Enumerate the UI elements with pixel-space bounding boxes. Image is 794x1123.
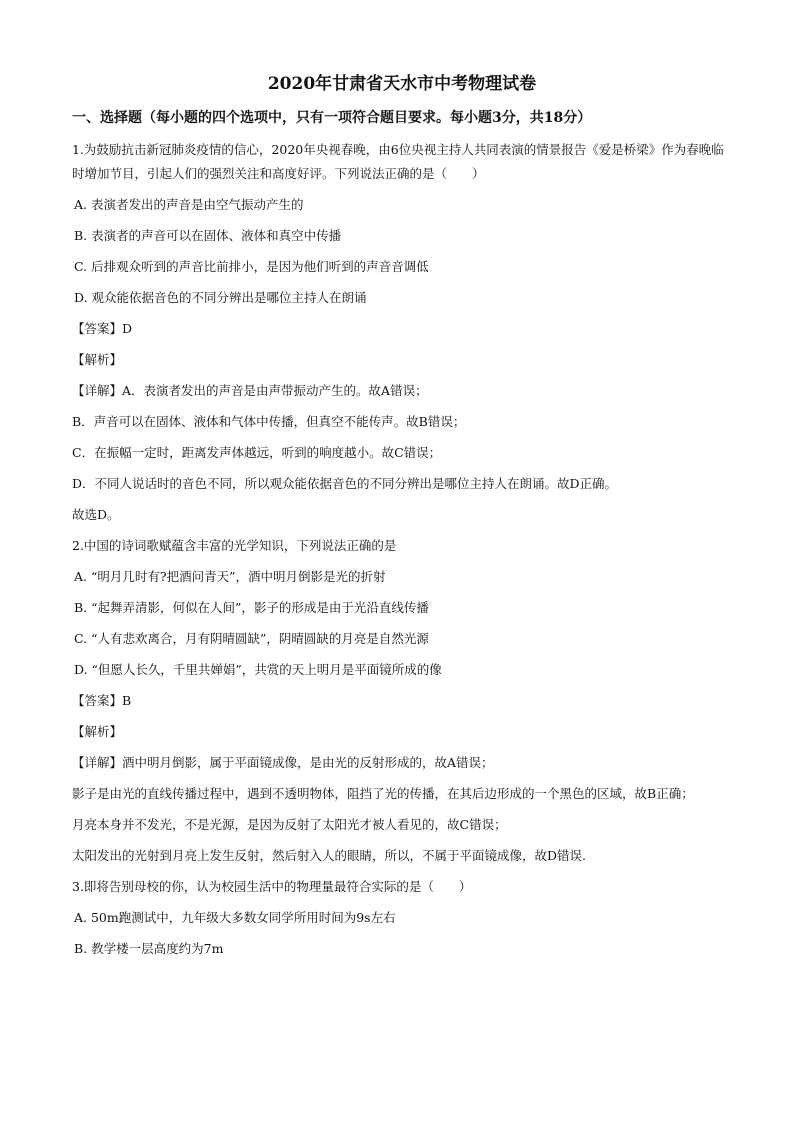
answer-value: B xyxy=(122,693,132,708)
question-2-stem: 2.中国的诗词歌赋蕴含丰富的光学知识，下列说法正确的是 xyxy=(72,538,397,553)
detail-label: 【详解】 xyxy=(72,755,123,770)
answer-label: 【答案】 xyxy=(72,693,123,708)
question-1-option-d: D. 观众能依据音色的不同分辨出是哪位主持人在朗诵 xyxy=(74,290,367,305)
question-3-option-a: A. 50m跑测试中，九年级大多数女同学所用时间为9s左右 xyxy=(74,910,396,925)
question-2-option-b: B. “起舞弄清影，何似在人间”，影子的形成是由于光沿直线传播 xyxy=(74,600,429,615)
question-1-detail-b: B．声音可以在固体、液体和气体中传播，但真空不能传声。故B错误； xyxy=(72,414,466,429)
question-3-stem: 3.即将告别母校的你，认为校园生活中的物理量最符合实际的是（ ） xyxy=(72,879,472,894)
detail-text: A．表演者发出的声音是由声带振动产生的。故A错误； xyxy=(122,383,428,398)
detail-label: 【详解】 xyxy=(72,383,123,398)
question-1-detail-a xyxy=(72,375,732,406)
answer-value: D xyxy=(122,321,133,336)
question-1-answer xyxy=(72,313,732,344)
question-1-conclusion: 故选D。 xyxy=(72,507,120,522)
question-2-detail-4: 太阳发出的光射到月亮上发生反射，然后射入人的眼睛，所以，不属于平面镜成像，故D错误. xyxy=(72,848,586,863)
question-1-detail-d: D．不同人说话时的音色不同，所以观众能依据音色的不同分辨出是哪位主持人在朗诵。故D正确。 xyxy=(72,476,618,491)
question-1-stem: 1.为鼓励抗击新冠肺炎疫情的信心，2020年央视春晚，由6位央视主持人共同表演的情景报告《爱是桥梁》作为春晚临时增加节目，引起人们的强烈关注和高度好评。下列说法正确的是（ ） xyxy=(72,142,724,181)
question-2-detail-3: 月亮本身并不发光，不是光源，是因为反射了太阳光才被人看见的，故C错误； xyxy=(72,817,507,832)
question-2-option-d: D. “但愿人长久，千里共婵娟”，共赏的天上明月是平面镜所成的像 xyxy=(74,662,442,677)
question-2-option-c: C. “人有悲欢离合，月有阴晴圆缺”，阴晴圆缺的月亮是自然光源 xyxy=(74,631,429,646)
question-1-option-a: A. 表演者发出的声音是由空气振动产生的 xyxy=(74,197,304,212)
question-2-analysis-label: 【解析】 xyxy=(72,724,123,739)
question-2-answer xyxy=(72,685,732,716)
answer-label: 【答案】 xyxy=(72,321,123,336)
page-title: 2020年甘肃省天水市中考物理试卷 xyxy=(267,74,537,94)
question-2-option-a: A. “明月几时有?把酒问青天”，酒中明月倒影是光的折射 xyxy=(74,569,386,584)
detail-text: 酒中明月倒影，属于平面镜成像，是由光的反射形成的，故A错误； xyxy=(122,755,494,770)
section-heading: 一、选择题（每小题的四个选项中，只有一项符合题目要求。每小题3分，共18分） xyxy=(72,110,592,126)
question-2-detail-2: 影子是由光的直线传播过程中，遇到不透明物体，阻挡了光的传播，在其后边形成的一个黑色的区域，故B正确； xyxy=(72,786,694,801)
question-1-option-b: B. 表演者的声音可以在固体、液体和真空中传播 xyxy=(74,228,342,243)
question-1-analysis-label: 【解析】 xyxy=(72,352,123,367)
question-1-option-c: C. 后排观众听到的声音比前排小，是因为他们听到的声音音调低 xyxy=(74,259,429,274)
question-2-detail-1 xyxy=(72,747,732,778)
question-1-detail-c: C．在振幅一定时，距离发声体越远，听到的响度越小。故C错误； xyxy=(72,445,442,460)
question-3-option-b: B. 教学楼一层高度约为7m xyxy=(74,941,224,956)
